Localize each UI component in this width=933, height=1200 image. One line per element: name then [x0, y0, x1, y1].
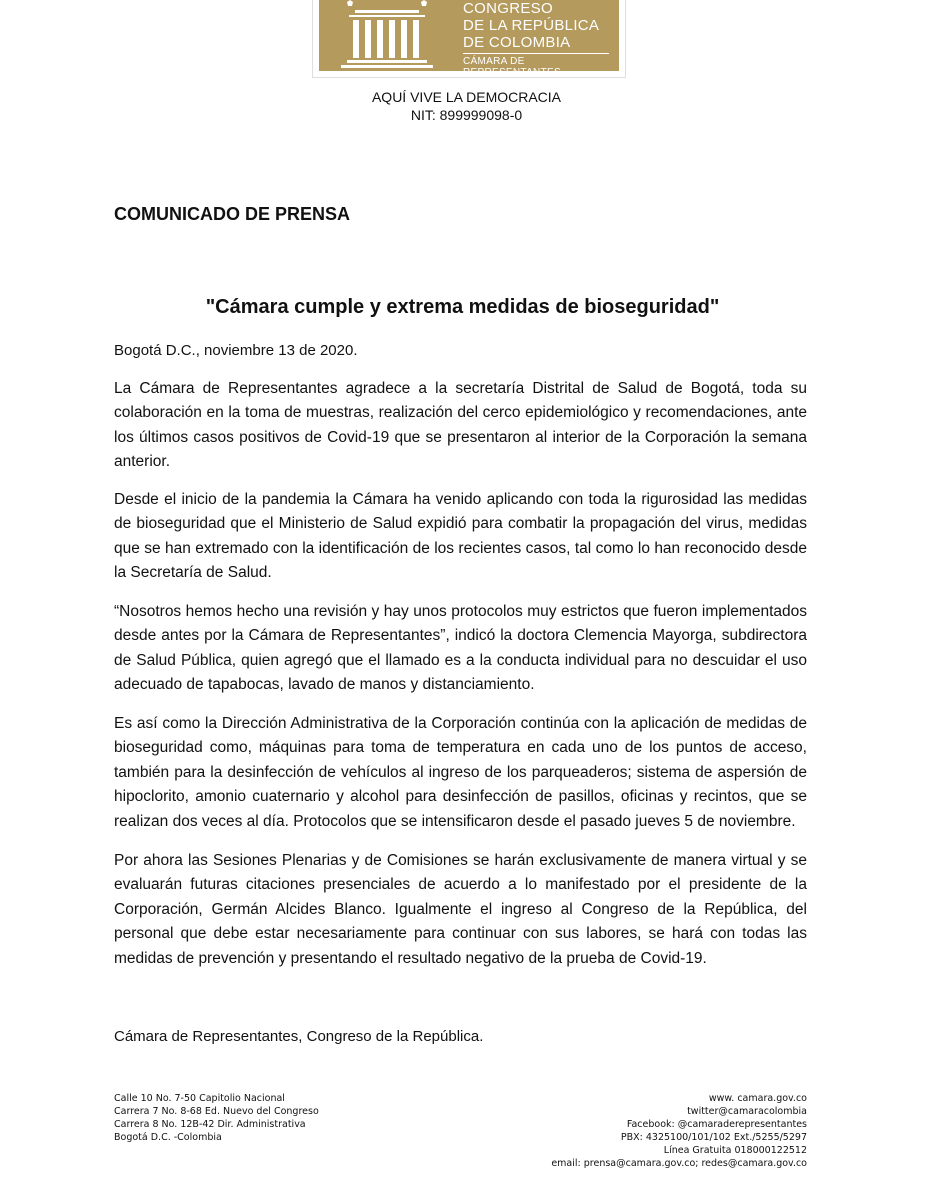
press-release-title: "Cámara cumple y extrema medidas de bioseguridad"	[205, 296, 720, 318]
logo-line: DE LA REPÚBLICA	[463, 17, 600, 34]
dateline: Bogotá D.C., noviembre 13 de 2020.	[114, 342, 358, 359]
body-paragraph: “Nosotros hemos hecho una revisión y hay unos protocolos muy estrictos que fueron implementados desde antes por la Cámara de Representantes”, indicó la doctora Clemencia Mayorga, subdirectora de Salud Pública, quien agregó que el llamado es a la conducta individual para no descuidar el uso adecuado de tapabocas, lavado de manos y distanciamiento.	[114, 603, 807, 694]
body-paragraph: La Cámara de Representantes agradece a la secretaría Distrital de Salud de Bogotá, toda su colaboración en la toma de muestras, realización del cerco epidemiológico y recomendaciones, ante los últimos casos positivos de Covid-19 que se presentaron al interior de la Corporación la semana anterior.	[114, 380, 807, 471]
footer-addresses	[114, 1092, 319, 1144]
footer-address-line: Calle 10 No. 7-50 Capitolio Nacional	[114, 1093, 285, 1104]
logo-line: CONGRESO	[463, 0, 553, 17]
footer-address-line: Carrera 8 No. 12B-42 Dir. Administrativa	[114, 1119, 306, 1130]
footer-contacts	[551, 1092, 807, 1170]
footer-toll-free: Línea Gratuita 018000122512	[663, 1145, 807, 1156]
logo-divider	[463, 53, 609, 54]
logo-line: DE COLOMBIA	[463, 34, 571, 51]
footer-phone: PBX: 4325100/101/102 Ext./5255/5297	[620, 1132, 807, 1143]
footer-email: email: prensa@camara.gov.co; redes@camara.gov.co	[551, 1158, 807, 1169]
footer-twitter: twitter@camaracolombia	[687, 1106, 807, 1117]
footer-address-line: Carrera 7 No. 8-68 Ed. Nuevo del Congreso	[114, 1106, 319, 1117]
logo-subline: CÁMARA DE REPRESENTANTES	[463, 56, 561, 78]
press-release-heading: COMUNICADO DE PRENSA	[114, 204, 351, 224]
congress-logo	[312, 0, 626, 78]
body-paragraph: Desde el inicio de la pandemia la Cámara ha venido aplicando con toda la rigurosidad las medidas de bioseguridad que el Ministerio de Salud expidió para combatir la propagación del virus, medidas que se han extremado con la identificación de los recientes casos, tal como lo han reconocido desde la Secretaría de Salud.	[114, 491, 807, 582]
closing-signature: Cámara de Representantes, Congreso de la República.	[114, 1028, 484, 1045]
logo-emblem-panel	[319, 0, 619, 78]
motto: AQUÍ VIVE LA DEMOCRACIA	[371, 89, 562, 105]
footer-website: www. camara.gov.co	[708, 1093, 807, 1104]
body-paragraph: Es así como la Dirección Administrativa de la Corporación continúa con la aplicación de medidas de bioseguridad como, máquinas para toma de temperatura en cada uno de los puntos de acceso, también para la desinfección de vehículos al ingreso de los parqueaderos; sistema de aspersión de hipoclorito, amonio cuaternario y alcohol para desinfección de pasillos, oficinas y recintos, que se realizan dos veces al día. Protocolos que se intensificaron desde el pasado jueves 5 de noviembre.	[114, 715, 807, 830]
body-paragraph: Por ahora las Sesiones Plenarias y de Comisiones se harán exclusivamente de manera virtual y se evaluarán futuras citaciones presenciales de acuerdo a lo manifestado por el presidente de la Corporación, Germán Alcides Blanco. Igualmente el ingreso al Congreso de la República, del personal que debe estar necesariamente para continuar con sus labores, se hará con todas las medidas de prevención y presentando el resultado negativo de la prueba de Covid-19.	[114, 852, 807, 967]
footer-facebook: Facebook: @camaraderepresentantes	[626, 1119, 807, 1130]
nit-number: NIT: 899999098-0	[410, 107, 523, 123]
capitol-building-icon	[319, 0, 455, 72]
logo-wordmark	[463, 0, 613, 78]
footer-address-line: Bogotá D.C. -Colombia	[114, 1132, 222, 1143]
